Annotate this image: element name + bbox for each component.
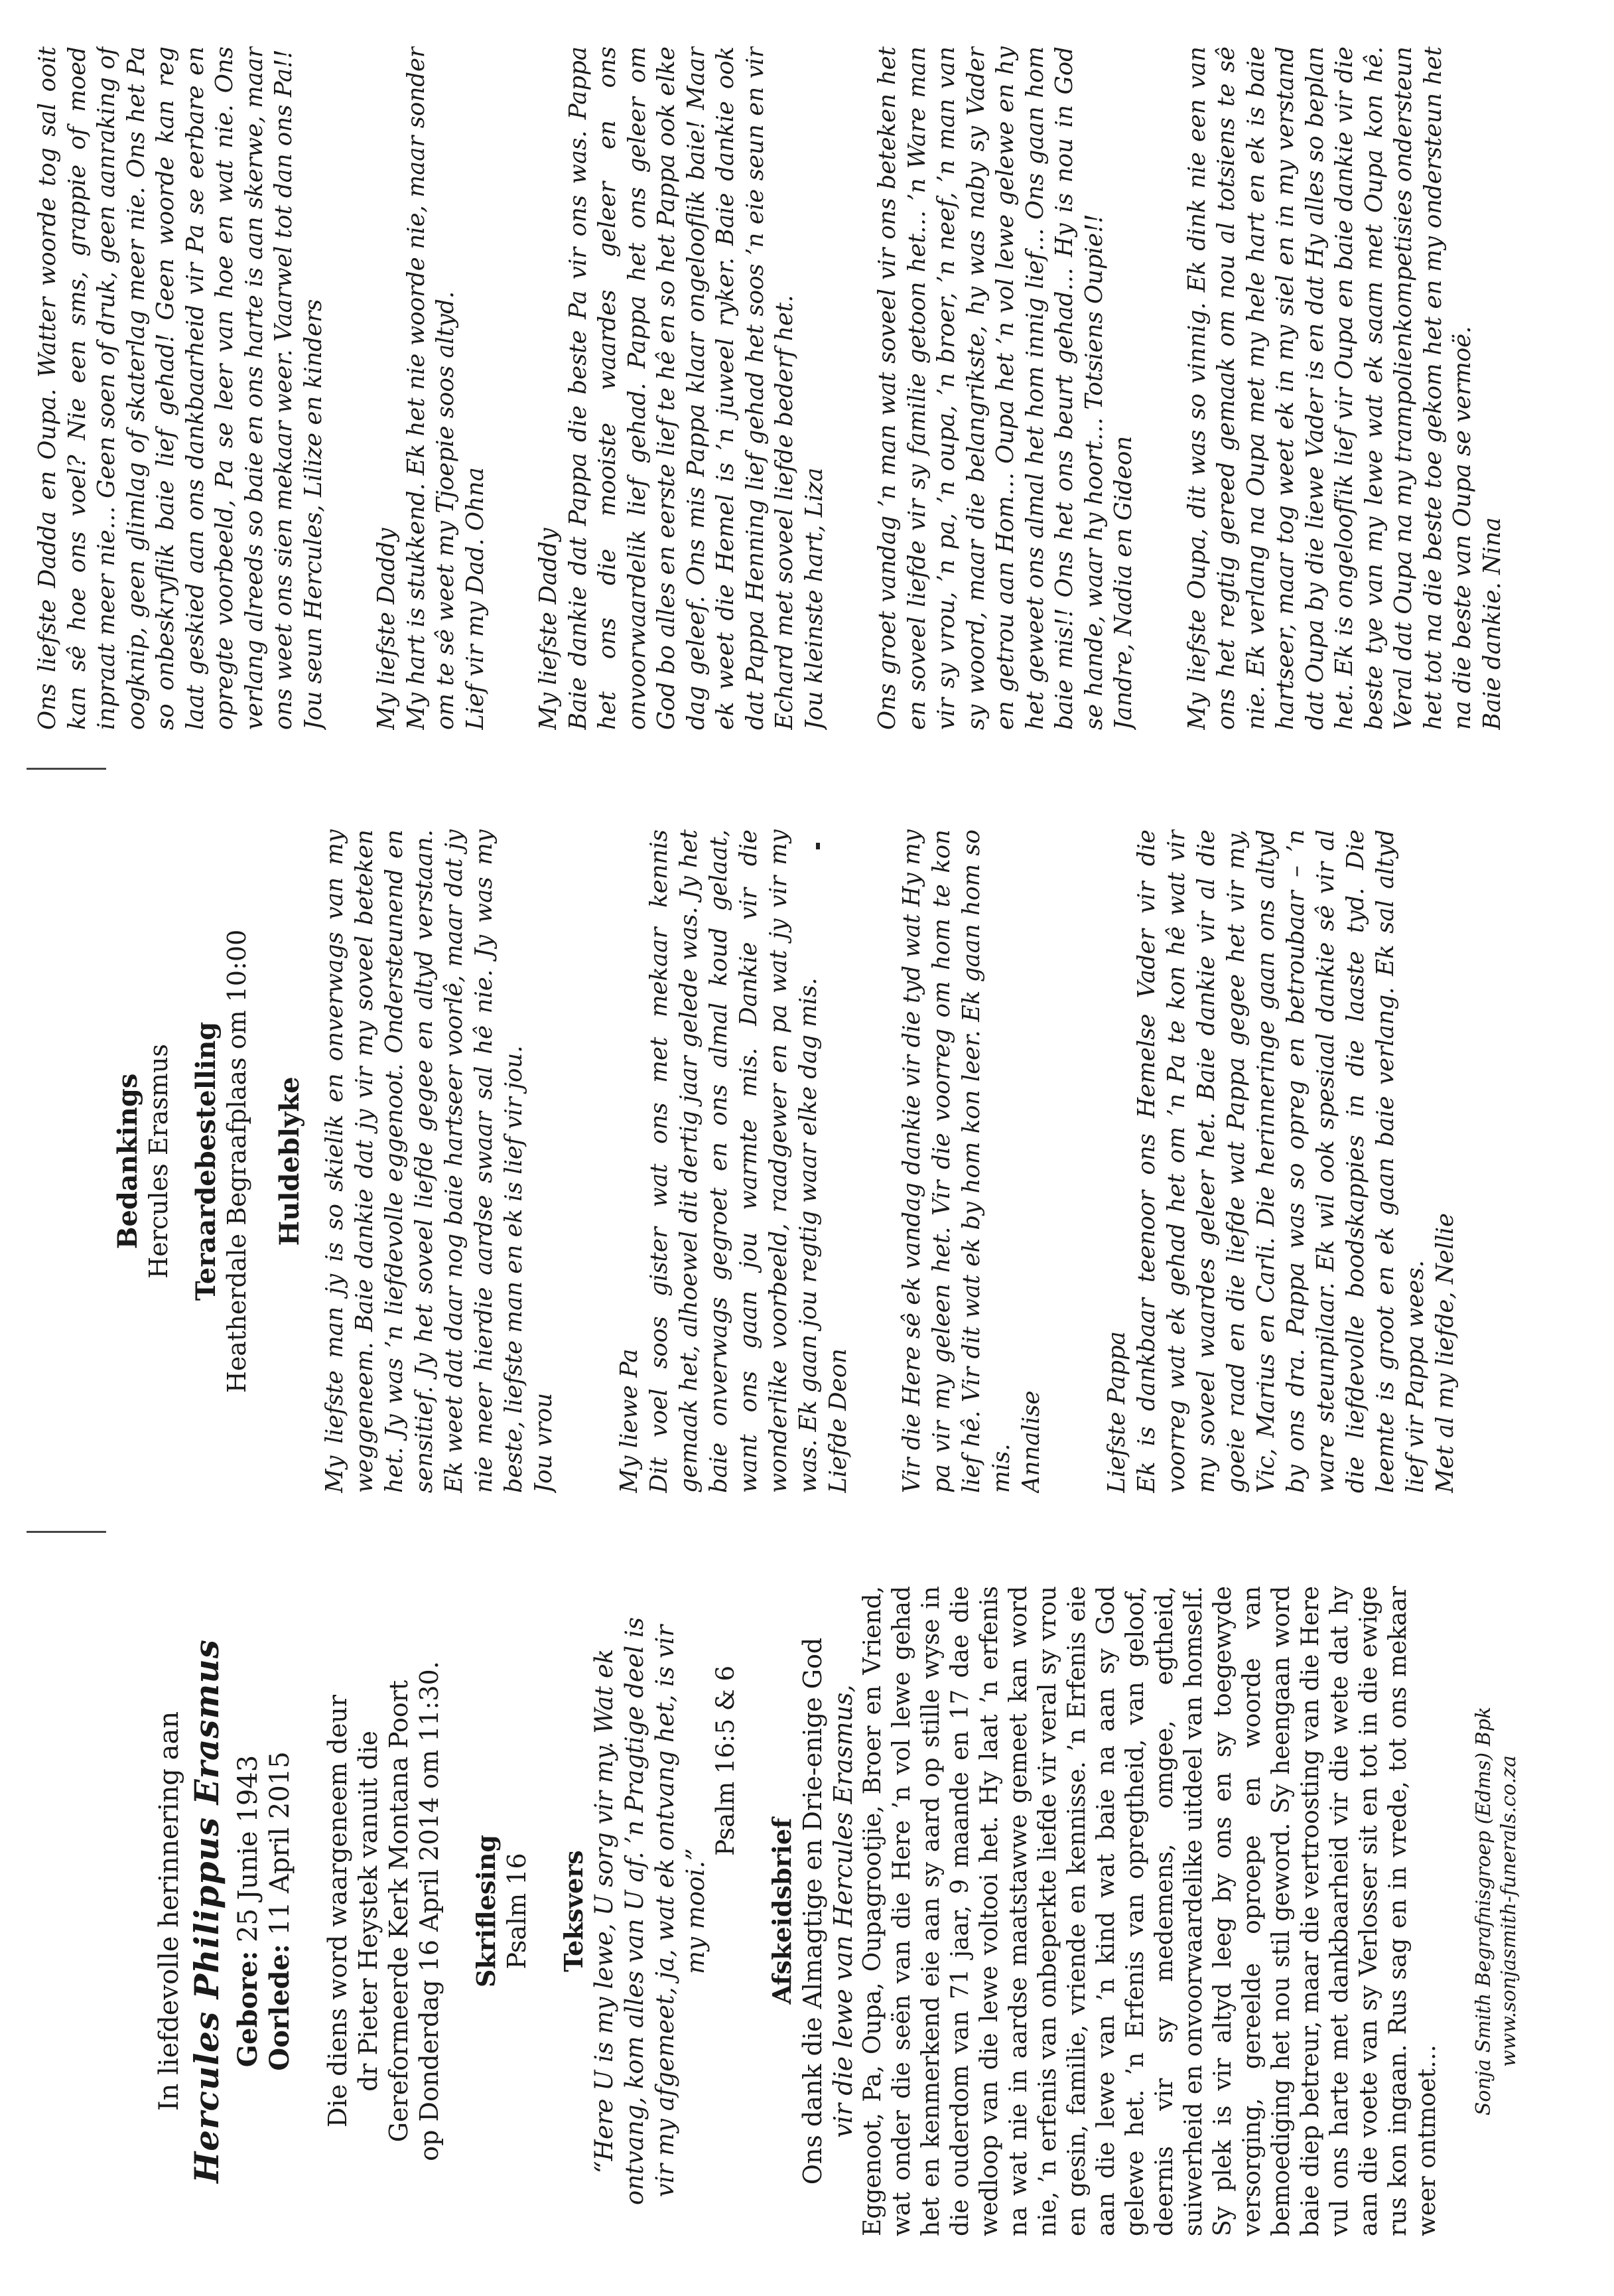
funeral-home-name: Sonja Smith Begrafnisgroep (Edms) Bpk (1472, 1706, 1495, 2116)
intro-line: In liefdevolle herinnering aan (154, 1711, 184, 2112)
birth-line (232, 1586, 264, 2236)
teraardebestelling-heading: Teraardebestelling (190, 1021, 222, 1301)
tribute-greeting: My liewe Pa (616, 1348, 643, 1493)
cover-panel (33, 1586, 1574, 2236)
tribute-body: Ons liefste Dadda en Oupa. Watter woorde tog sal ooit kan sê hoe ons voel? Nie een sms, grappie of moed inpraat meer nie… Geen soen of druk, geen aanraking of oogknip, geen glimlag of skaterlag meer nie. Ons het Pa so onbeskryflik baie lief gehad! Geen woorde kan reg laat geskied aan ons dankbaarheid vir Pa se eerbare en opregte voorbeeld, Pa se leer van hoe en wat nie. Ons verlang alreeds so baie en ons harte is aan skerwe, maar ons weet ons sien mekaar weer. Vaarwel tot dan ons Pa!! (34, 46, 297, 730)
service-line: op Donderdag 16 April 2014 om 11:30. (415, 1661, 444, 2161)
tribute-body: Dit voel soos gister wat ons met mekaar kennis gemaak het, alhoewel dit dertig jaar gelede was. Jy het baie onverwags gegroet en ons almal koud gelaat, want ons gaan jou warmte mis. Dankie vir die wonderlike voorbeeld, raadgewer en pa wat jy vir my was. Ek gaan jou regtig waar elke dag mis. (645, 829, 822, 1493)
tribute-body: My liefste Oupa, dit was so vinnig. Ek dink nie een van ons het regtig gereed gemaak om nou al totsiens te sê nie. Ek verlang na Oupa met my hele hart en ek is baie hartseer, maar tog weet ek in my siel en in my verstand dat Oupa by die liewe Vader is en dat Hy alles so beplan het. Ek is ongeloofľik lief vir Oupa en baie dankie vir die beste tye van my lewe wat ek saam met Oupa kon hê. Veral dat Oupa na my trampolienkompetisies ondersteun het tot na die beste toe gekom het en my ondersteun het na die beste van Oupa se vermoë. (1183, 46, 1476, 730)
tribute-signature: Liefde Deon (825, 1348, 852, 1493)
tribute-signature: Lief vir my Dad. Ohna (461, 467, 489, 730)
tribute (33, 46, 328, 730)
died-label: Oorlede: (264, 1944, 295, 2071)
tribute (873, 46, 1139, 730)
tribute (534, 46, 829, 730)
fold-mark (27, 1531, 106, 1533)
service-info (322, 1586, 444, 2236)
tribute-greeting: My liefste Daddy (535, 528, 562, 730)
tribute (1183, 46, 1508, 730)
tribute-signature: Jou kleinste hart, Liza (800, 467, 828, 730)
teraardebestelling-details: Heatherdale Begraafplaas om 10:00 (222, 929, 251, 1394)
afskeidsbrief-heading: Afskeidsbrief (767, 1818, 797, 2005)
bedankings-block (113, 829, 305, 1493)
tribute-body: My hart is stukkend. Ek het nie woorde nie, maar sonder om te sê weet my Tjoepie soos altyd. (402, 46, 459, 730)
tribute-body: Ons groet vandag ’n man wat soveel vir ons beteken het en soveel liefde vir sy familie getoon het… ’n Ware man vir sy vrou, ’n pa, ’n oupa, ’n broer, ’n neef, ’n man van sy woord, maar die belangrikste, hy was naby sy Vader en getrou aan Hom… Oupa het ’n vol lewe gelewe en hy het geweet ons almal het hom innig lief… Ons gaan hom baie mis!! Ons het ons beurt gehad… Hy is nou in God se hande, waar hy hoort… Totsiens Oupie!! (874, 46, 1108, 730)
fold-mark (27, 768, 106, 770)
tribute (372, 46, 490, 730)
funeral-home-website: www.sonjasmith-funerals.co.za (1497, 1755, 1520, 2067)
huldeblyke-heading: Huldeblyke (274, 1076, 305, 1246)
afskeidsbrief-intro (797, 1586, 858, 2236)
tribute-signature: Jou vrou (530, 1392, 557, 1493)
tribute (897, 829, 1046, 1493)
service-line: Die diens word waargeneem deur (323, 1695, 352, 2128)
bedankings-name: Hercules Erasmus (144, 1044, 173, 1279)
teksvers-reference: Psalm 16:5 & 6 (711, 1666, 740, 1856)
tributes-panel-1 (33, 829, 1574, 1493)
tribute-body: Vir die Here sê ek vandag dankie vir die tyd wat Hy my pa vir my geleen het. Vir die voorreg om hom te kon lief hê. Vir dit wat ek by hom kon leer. Ek gaan hom so mis. (898, 829, 1015, 1493)
born-date: 25 Junie 1943 (233, 1755, 263, 1942)
tributes-panel-2 (33, 46, 1574, 730)
tribute-signature: Met al my liefde, Nellie (1432, 1212, 1459, 1493)
afskeidsbrief-intro-line: Ons dank die Almagtige en Drie-enige God (798, 1637, 827, 2185)
tribute-signature: Jou seun Hercules, Lilize en kinders (299, 299, 327, 730)
dates-block (232, 1586, 296, 2236)
tribute-signature: Annalise (1018, 1390, 1045, 1493)
tribute-body: My liefste man jy is so skielik en onverwags van my weggeneem. Baie dankie dat jy vir my soveel beteken het. Jy was ’n liefdevolle eggenoot. Ondersteunend en sensitief. Jy het soveel liefde gegee en altyd verstaan. Ek weet dat daar nog baie hartseer voorlê, maar dat jy nie meer hierdie aardse swaar sal hê nie. Jy was my beste, liefste man en ek is lief vir jou. (321, 829, 527, 1493)
tribute-greeting: My liefste Daddy (373, 528, 400, 730)
deceased-name: Hercules Philippus Erasmus (187, 1639, 226, 2183)
skriflesing-reference: Psalm 16 (502, 1853, 531, 1970)
tribute-signature: Jandre, Nadia en Gideon (1110, 435, 1137, 730)
death-line (264, 1586, 296, 2236)
funeral-home-footer (1471, 1586, 1522, 2236)
bedankings-heading: Bedankings (112, 1073, 143, 1250)
tribute-signature: Baie dankie. Nina (1478, 517, 1506, 730)
afskeidsbrief-intro-line: vir die lewe van Hercules Erasmus, (829, 1684, 858, 2138)
service-line: dr Pieter Heystek vanuit die (354, 1731, 383, 2092)
tribute (614, 829, 853, 1493)
teksvers-heading: Teksvers (559, 1850, 588, 1972)
afskeidsbrief-body: Eggenoot, Pa, Oupa, Oupagrootjie, Broer en Vriend, wat onder die seën van die Here ’n vol lewe gehad het en kenmerkend eie aan sy aard op stille wyse in die ouderdom van 71 jaar, 9 maande en 17 dae die wedloop van die lewe voltooi het. Hy laat ’n erfenis na wat nie in aardse maatstawwe gemeet kan word nie, ’n erfenis van onbeperkte liefde vir veral sy vrou en gesin, familie, vriende en kennisse. ’n Erfenis eie aan die lewe van ’n kind wat baie na aan sy God gelewe het. ’n Erfenis van opregtheid, van geloof, deernis vir sy medemens, omgee, egtheid, suiwerheid en onvoorwaardelike uitdeel van homself. Sy plek is vir altyd leeg by ons en sy toegewyde versorging, gereelde oproepe en woorde van bemoediging het nou stil geword. Sy heengaan word baie diep betreur, maar die vertroosting van die Here vul ons harte met dankbaarheid vir die wete dat hy aan die voete van sy Verlosser sit en tot in die ewige rus kon ingaan. Rus sag en in vrede, tot ons mekaar weer ontmoet… (859, 1586, 1441, 2236)
tribute (320, 829, 559, 1493)
service-line: Gereformeerde Kerk Montana Poort (384, 1680, 413, 2143)
tribute-body: Ek is dankbaar teenoor ons Hemelse Vader vir die voorreg wat ek gehad het om ’n Pa te kon hê wat vir my soveel waardes geleer het. Baie dankie vir al die goeie raad en die liefde wat Pappa gegee het vir my, Vic, Marius en Carli. Die herinneringe gaan ons altyd by ons dra. Pappa was so opreg en betroubaar – ’n ware steunpilaar. Ek wil ook spesiaal dankie sê vir al die liefdevolle boodskappies in die laaste tyd. Die leemte is groot en ek gaan baie verlang. Ek sal altyd lief vir Pappa wees. (1133, 829, 1429, 1493)
skriflesing-heading: Skriflesing (471, 1834, 501, 1988)
tribute (1102, 829, 1460, 1493)
teksvers-quote: “Here U is my lewe, U sorg vir my. Wat ek ontvang, kom alles van U af. ’n Pragtige deel is vir my afgemeet, ja, wat ek ontvang het, is vir my mooi.” (590, 1617, 710, 2205)
born-label: Gebore: (232, 1950, 263, 2068)
tribute-greeting: Liefste Pappa (1103, 1331, 1130, 1493)
tribute-body: Baie dankie dat Pappa die beste Pa vir ons was. Pappa het ons die mooiste waardes geleer en ons onvoorwaardelik lief gehad. Pappa het ons geleer om God bo alles en eerste lief te hê en so het Pappa ook elke dag geleef. Ons mis Pappa klaar ongelooflik baie! Maar ek weet die Hemel is ’n juweel ryker. Baie dankie ook dat Pappa Henning lief gehad het soos ’n eie seun en vir Echard met soveel liefde bederf het. (564, 46, 798, 730)
died-date: 11 April 2015 (265, 1751, 295, 1936)
